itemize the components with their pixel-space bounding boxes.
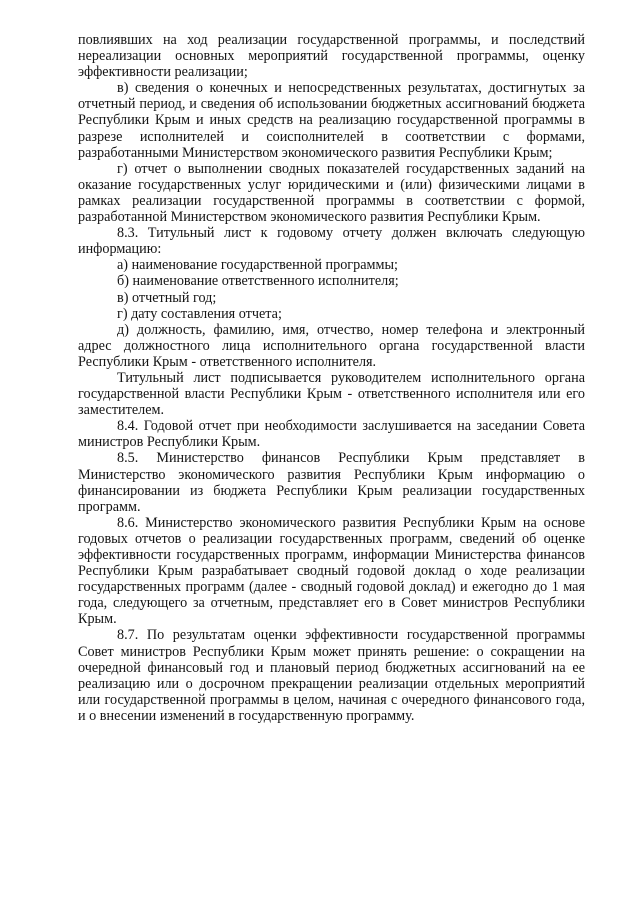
paragraph-8-7: 8.7. По результатам оценки эффективности государственной программы Совет министров Республики Крым может принять решение: о сокращении на очередной финансовый год и плановый период бюджетных ассигнований на ее реализацию или о досрочном прекращении реализации отдельных мероприятий или государственной программы в целом, начиная с очередного финансового года, и о внесении изменений в государственную программу.: [78, 627, 585, 724]
paragraph-title-page-signature: Титульный лист подписывается руководителем исполнительного органа государственной власти Республики Крым - ответственного исполнителя или его заместителем.: [78, 369, 585, 419]
paragraph-item-v: в) сведения о конечных и непосредственных результатах, достигнутых за отчетный период, и сведения об использовании бюджетных ассигнований бюджета Республики Крым и иных средств на реализацию государственной программы в разрезе исполнителей и соисполнителей в соответствии с формами, разработанными Министерством экономического развития Республики Крым;: [78, 80, 585, 161]
list-item-v: в) отчетный год;: [117, 289, 217, 306]
paragraph-item-g: г) отчет о выполнении сводных показателей государственных заданий на оказание государственных услуг юридическими и (или) физическими лицами в рамках реализации государственной программы в соответствии с формой, разработанной Министерством экономического развития Республики Крым.: [78, 160, 585, 226]
paragraph-8-5: 8.5. Министерство финансов Республики Крым представляет в Министерство экономического развития Республики Крым информацию о финансировании из бюджета Республики Крым реализации государственных программ.: [78, 450, 585, 515]
paragraph-8-6: 8.6. Министерство экономического развития Республики Крым на основе годовых отчетов о реализации государственных программ, сведений об оценке эффективности государственных программ, информации Министерства финансов Республики Крым разрабатывает сводный годовой доклад о ходе реализации государственных программ (далее - сводный годовой доклад) и ежегодно до 1 мая года, следующего за отчетным, представляет его в Совет министров Республики Крым.: [78, 514, 585, 628]
list-item-b: б) наименование ответственного исполнителя;: [117, 273, 399, 290]
paragraph-8-3: 8.3. Титульный лист к годовому отчету должен включать следующую информацию:: [78, 225, 585, 258]
paragraph-continuation: повлиявших на ход реализации государственной программы, и последствий нереализации основных мероприятий государственной программы, оценку эффективности реализации;: [78, 32, 585, 81]
list-item-d: д) должность, фамилию, имя, отчество, номер телефона и электронный адрес должностного лица исполнительного органа государственной власти Республики Крым - ответственного исполнителя.: [78, 321, 585, 370]
list-item-g: г) дату составления отчета;: [117, 305, 282, 322]
list-item-a: а) наименование государственной программы;: [117, 257, 398, 274]
paragraph-8-4: 8.4. Годовой отчет при необходимости заслушивается на заседании Совета министров Республики Крым.: [78, 418, 585, 451]
